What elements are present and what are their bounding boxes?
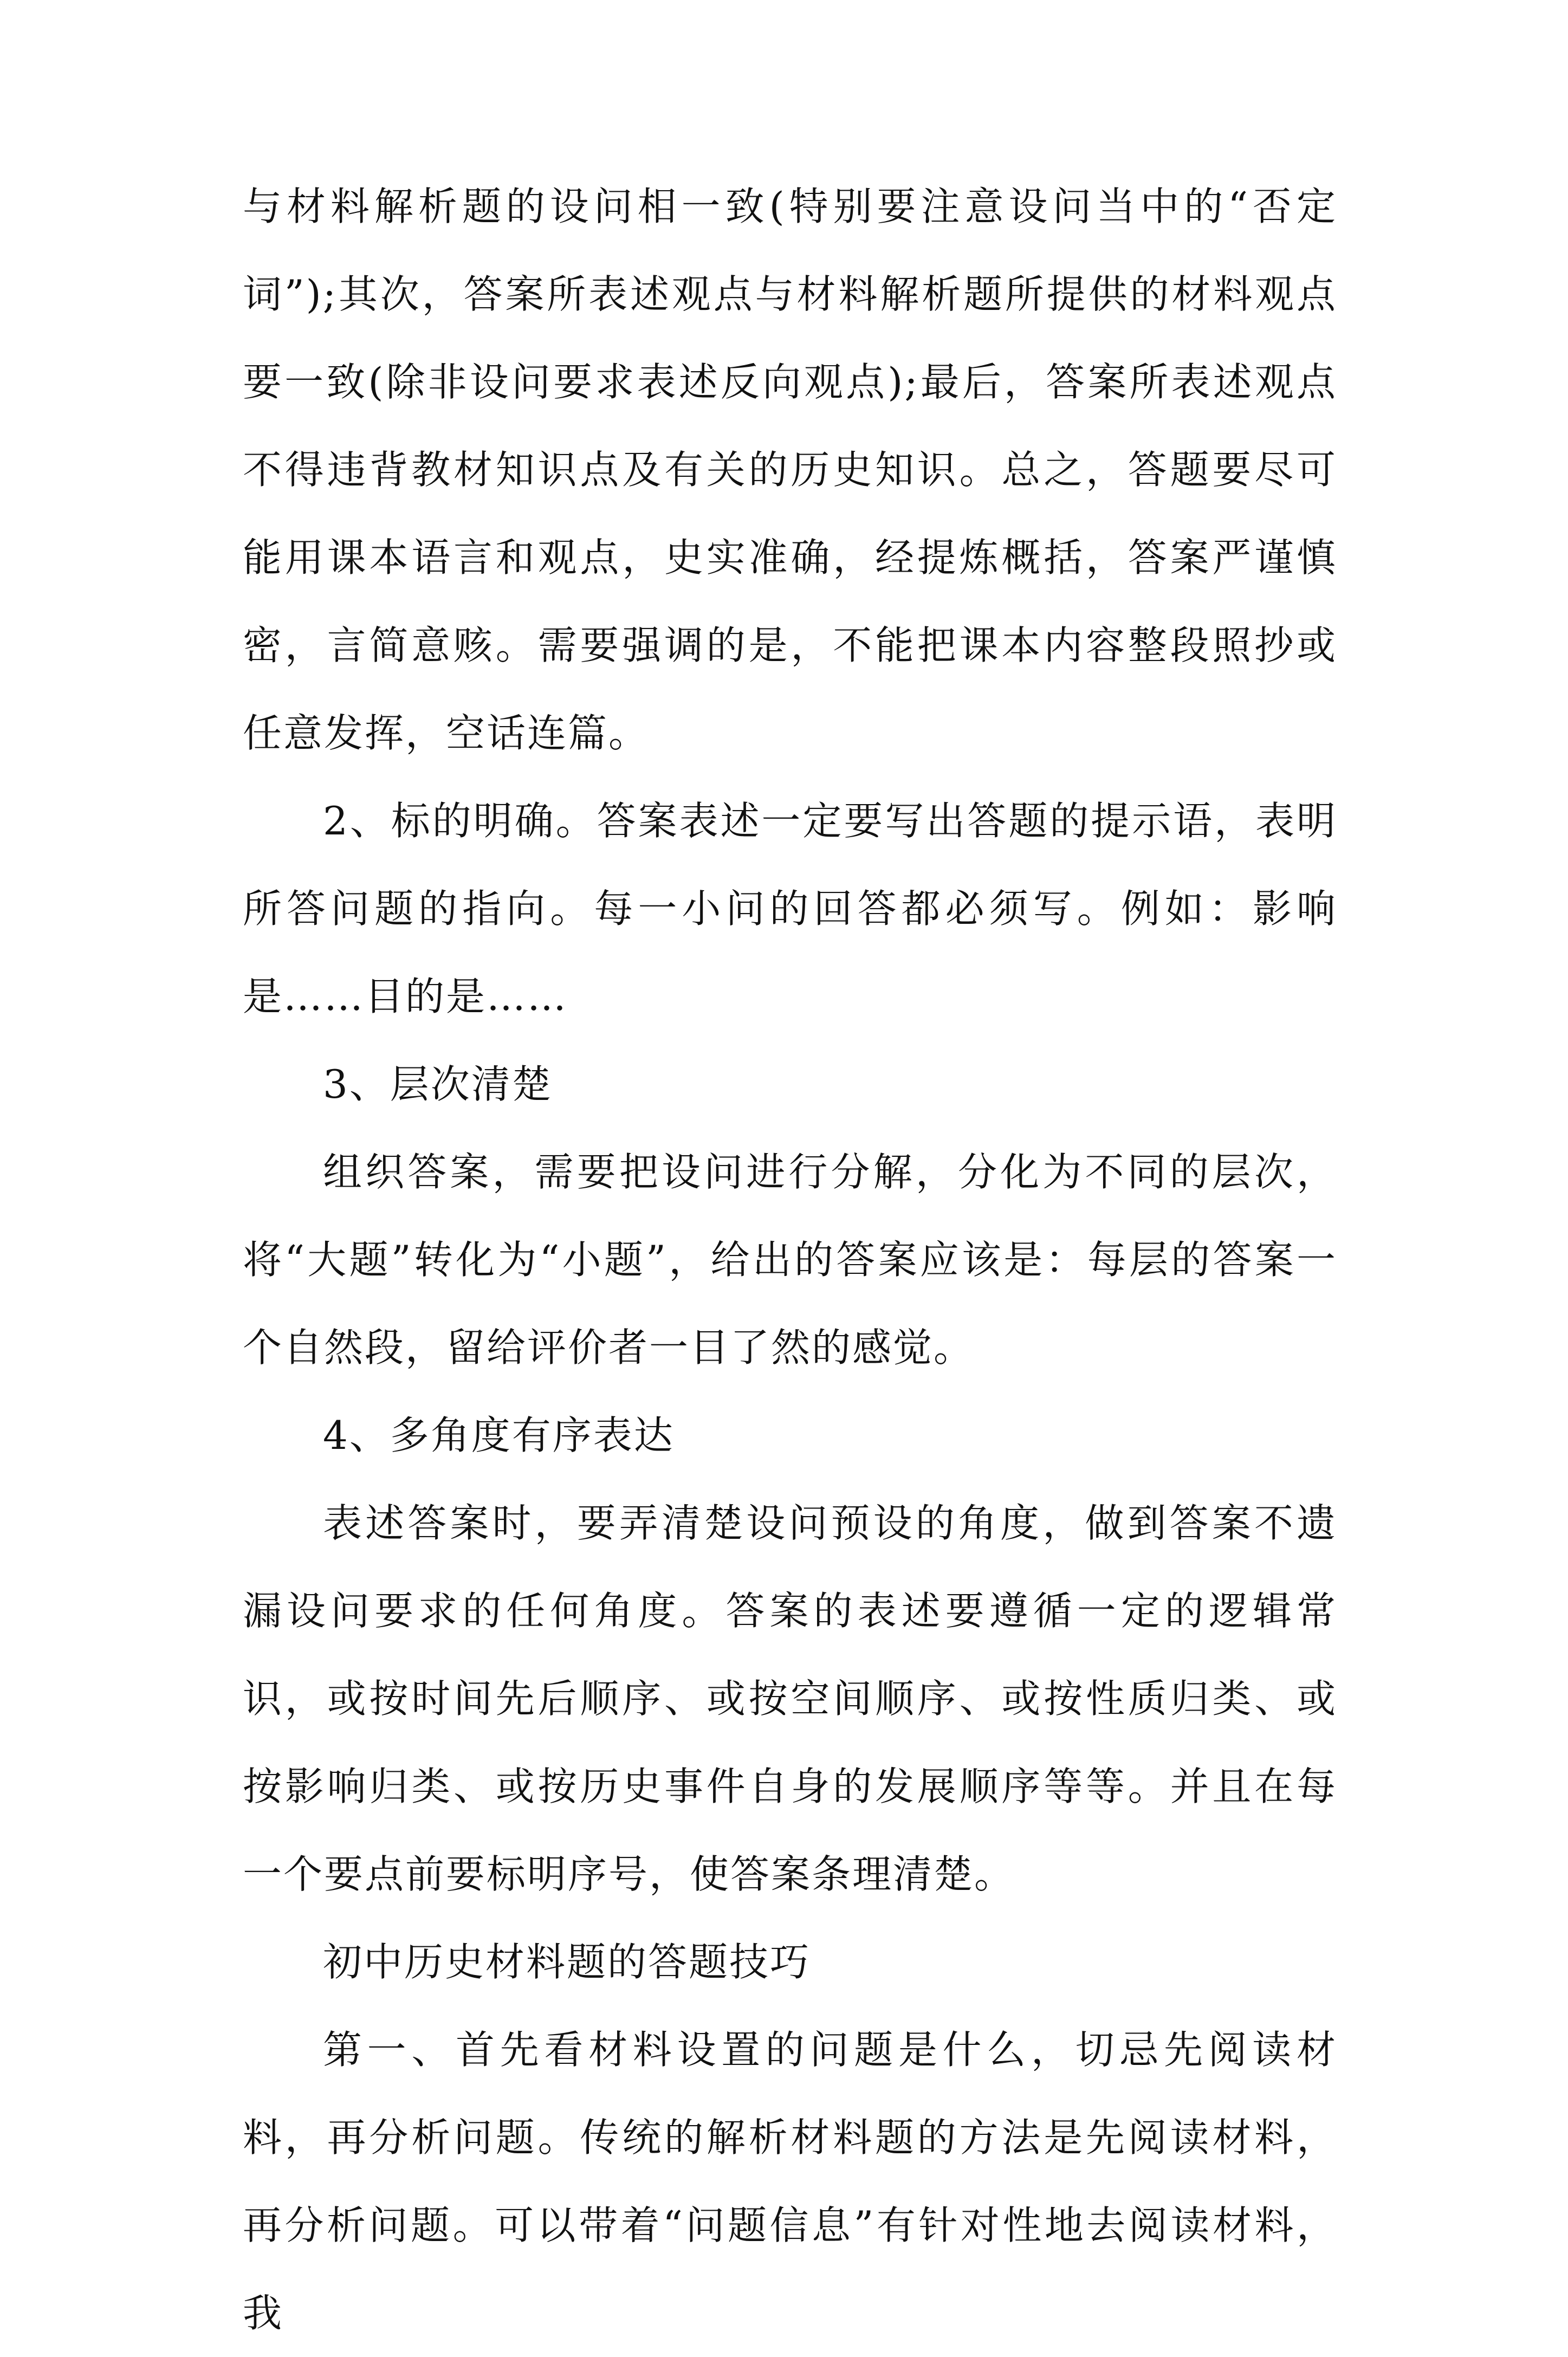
document-body xyxy=(243,163,1337,2357)
paragraph-point-4-body: 表述答案时，要弄清楚设问预设的角度，做到答案不遗漏设问要求的任何角度。答案的表述要遵循一定的逻辑常识，或按时间先后顺序、或按空间顺序、或按性质归类、或按影响归类、或按历史事件自身的发展顺序等等。并且在每一个要点前要标明序号，使答案条理清楚。 xyxy=(243,1500,1337,1897)
paragraph-answer-consistency: 与材料解析题的设问相一致(特别要注意设问当中的“否定词”);其次，答案所表述观点与材料解析题所提供的材料观点要一致(除非设问要求表述反向观点);最后，答案所表述观点不得违背教材知识点及有关的历史知识。总之，答题要尽可能用课本语言和观点，史实准确，经提炼概括，答案严谨慎密，言简意赅。需要强调的是，不能把课本内容整段照抄或任意发挥，空话连篇。 xyxy=(243,184,1337,756)
section-heading-answer-tips: 初中历史材料题的答题技巧 xyxy=(323,1939,811,1985)
paragraph-point-3-body: 组织答案，需要把设问进行分解，分化为不同的层次，将“大题”转化为“小题”，给出的答案应该是：每层的答案一个自然段，留给评价者一目了然的感觉。 xyxy=(243,1149,1337,1370)
paragraph-point-4-heading: 4、多角度有序表达 xyxy=(323,1413,675,1458)
paragraph-point-2-clear-target: 2、标的明确。答案表述一定要写出答题的提示语，表明所答问题的指向。每一小问的回答都必须写。例如：影响是……目的是…… xyxy=(243,798,1337,1019)
paragraph-point-3-heading: 3、层次清楚 xyxy=(323,1061,553,1107)
paragraph-tip-1: 第一、首先看材料设置的问题是什么，切忌先阅读材料，再分析问题。传统的解析材料题的方法是先阅读材料，再分析问题。可以带着“问题信息”有针对性地去阅读材料，我 xyxy=(243,2027,1337,2336)
